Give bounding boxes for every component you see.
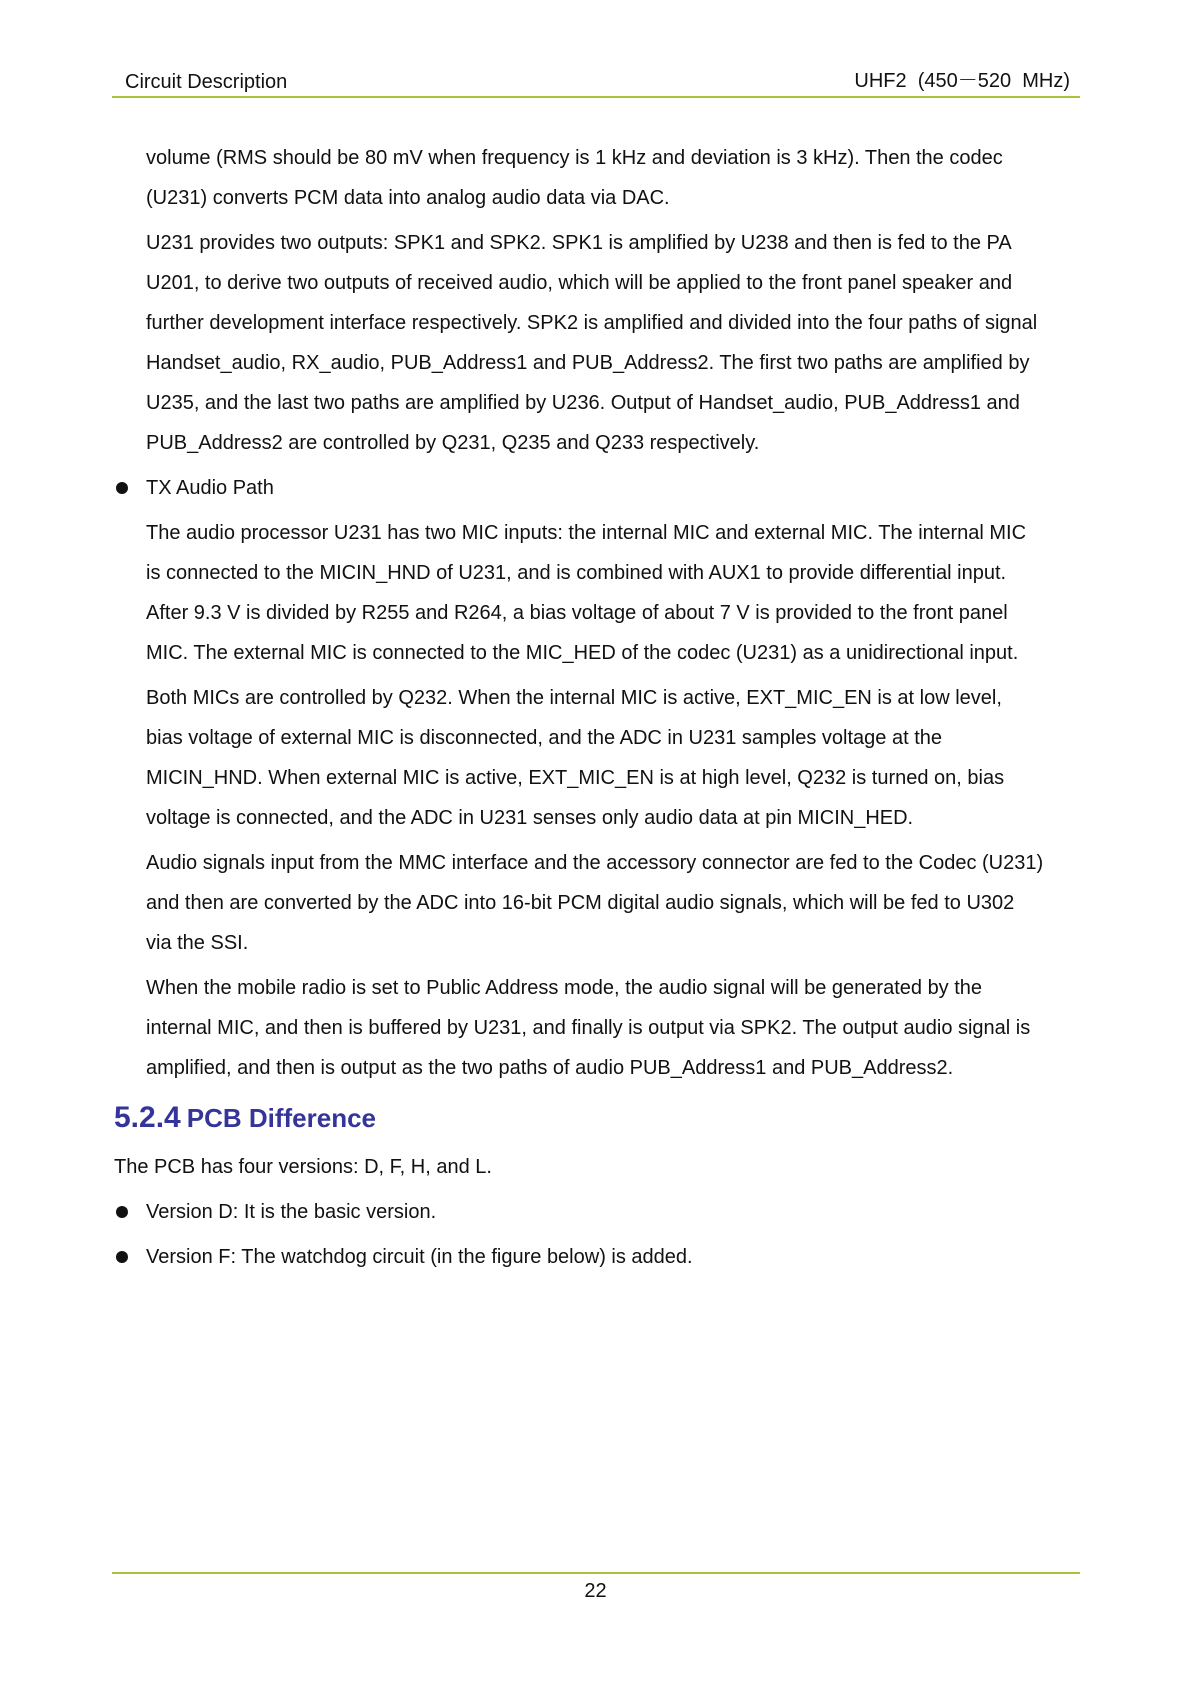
text-line: When the mobile radio is set to Public Address mode, the audio signal will be generated by the	[146, 977, 983, 999]
bullet-dot-icon	[116, 482, 128, 494]
page-number: 22	[584, 1580, 607, 1602]
section-heading	[114, 1093, 1092, 1143]
footer-rule	[112, 1572, 1080, 1574]
text-line: is connected to the MICIN_HND of U231, and is combined with AUX1 to provide differential input.	[146, 562, 1007, 584]
text-line: and then are converted by the ADC into 16-bit PCM digital audio signals, which will be fed to U302	[146, 892, 1015, 914]
section-number: 5.2.4	[114, 1101, 181, 1134]
page-header	[112, 0, 1080, 98]
text-line: Handset_audio, RX_audio, PUB_Address1 and PUB_Address2. The first two paths are amplified by	[146, 352, 1030, 374]
page-body	[112, 138, 1092, 1282]
text-line: further development interface respectively. SPK2 is amplified and divided into the four paths of signal	[146, 312, 1038, 334]
bullet-version-d	[112, 1192, 1092, 1232]
text-line: voltage is connected, and the ADC in U231 senses only audio data at pin MICIN_HED.	[146, 807, 914, 829]
text-line: volume (RMS should be 80 mV when frequency is 1 kHz and deviation is 3 kHz). Then the codec	[146, 147, 1003, 169]
text-line: bias voltage of external MIC is disconnected, and the ADC in U231 samples voltage at the	[146, 727, 943, 749]
text-line: U235, and the last two paths are amplified by U236. Output of Handset_audio, PUB_Address1 and	[146, 392, 1020, 414]
text-line: via the SSI.	[146, 932, 249, 954]
section-intro	[112, 1147, 1092, 1187]
header-section-title: Circuit Description	[125, 71, 288, 93]
header-document-title: UHF2 (450－520 MHz)	[854, 70, 1070, 92]
text-line: PUB_Address2 are controlled by Q231, Q235 and Q233 respectively.	[146, 432, 760, 454]
text-line: MICIN_HND. When external MIC is active, EXT_MIC_EN is at high level, Q232 is turned on, bias	[146, 767, 1005, 789]
text-line: The PCB has four versions: D, F, H, and L.	[114, 1156, 492, 1178]
paragraph-tx-mic-control	[112, 678, 1092, 838]
text-line: MIC. The external MIC is connected to the MIC_HED of the codec (U231) as a unidirectional input.	[146, 642, 1019, 664]
text-line: U201, to derive two outputs of received audio, which will be applied to the front panel speaker and	[146, 272, 1013, 294]
text-line: The audio processor U231 has two MIC inputs: the internal MIC and external MIC. The internal MIC	[146, 522, 1027, 544]
bullet-version-f	[112, 1237, 1092, 1277]
paragraph-rx-codec	[112, 138, 1092, 218]
section-title: PCB Difference	[186, 1103, 377, 1133]
bullet-label: Version F: The watchdog circuit (in the figure below) is added.	[146, 1246, 693, 1268]
text-line: Audio signals input from the MMC interface and the accessory connector are fed to the Codec (U231)	[146, 852, 1044, 874]
bullet-dot-icon	[116, 1206, 128, 1218]
paragraph-tx-mic-inputs	[112, 513, 1092, 673]
bullet-dot-icon	[116, 1251, 128, 1263]
paragraph-rx-outputs	[112, 223, 1092, 463]
text-line: Both MICs are controlled by Q232. When the internal MIC is active, EXT_MIC_EN is at low level,	[146, 687, 1002, 709]
text-line: amplified, and then is output as the two paths of audio PUB_Address1 and PUB_Address2.	[146, 1057, 954, 1079]
text-line: (U231) converts PCM data into analog audio data via DAC.	[146, 187, 670, 209]
bullet-label: Version D: It is the basic version.	[146, 1201, 437, 1223]
text-line: U231 provides two outputs: SPK1 and SPK2. SPK1 is amplified by U238 and then is fed to the PA	[146, 232, 1012, 254]
header-rule	[112, 96, 1080, 98]
text-line: internal MIC, and then is buffered by U231, and finally is output via SPK2. The output audio signal is	[146, 1017, 1031, 1039]
paragraph-tx-adc	[112, 843, 1092, 963]
paragraph-tx-public-address	[112, 968, 1092, 1088]
text-line: After 9.3 V is divided by R255 and R264, a bias voltage of about 7 V is provided to the front panel	[146, 602, 1008, 624]
bullet-tx-audio-path	[112, 468, 1092, 508]
bullet-label: TX Audio Path	[146, 477, 274, 499]
